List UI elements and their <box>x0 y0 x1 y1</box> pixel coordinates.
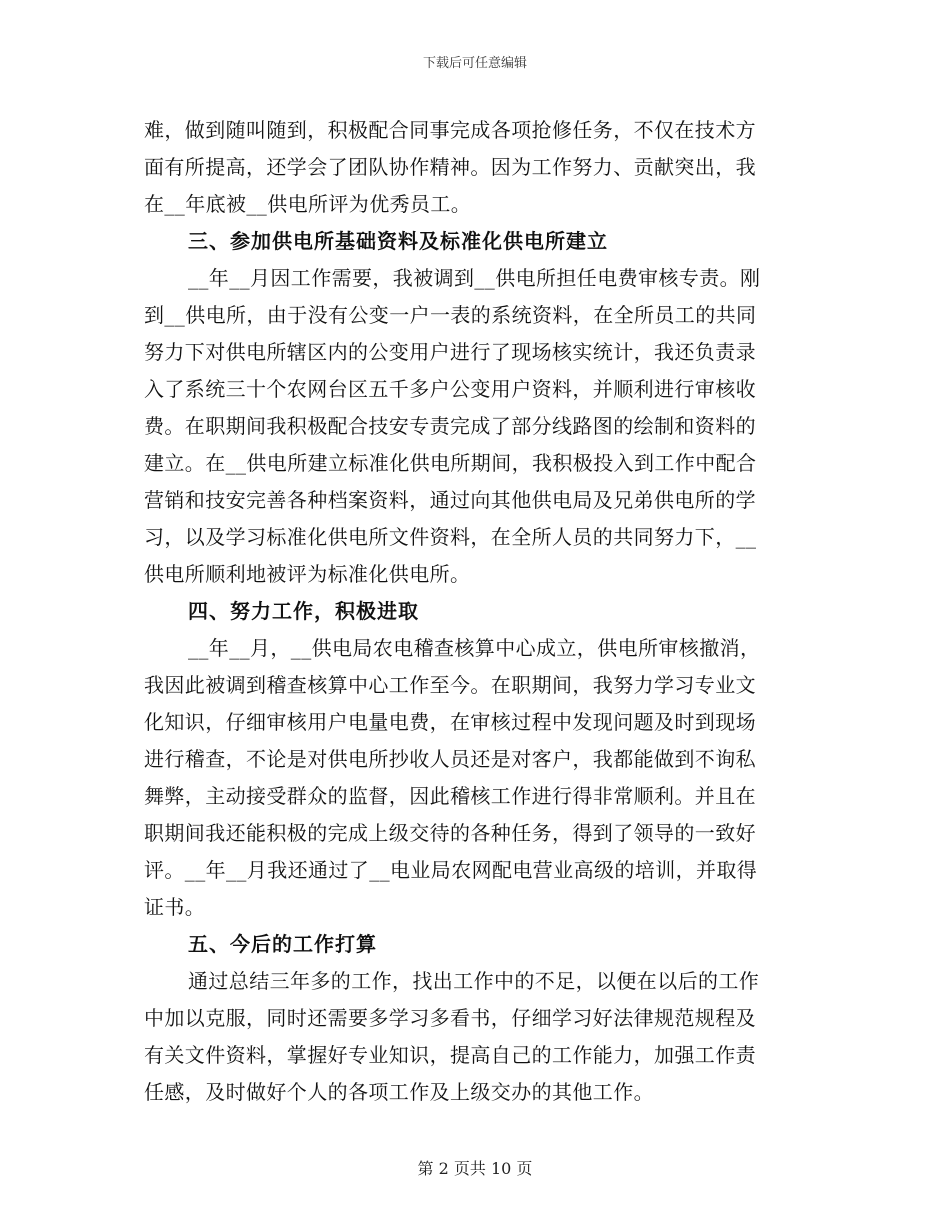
paragraph-line: 入了系统三十个农网台区五千多户公变用户资料，并顺利进行审核收 <box>144 377 756 401</box>
paragraph-line: 有关文件资料，掌握好专业知识，提高自己的工作能力，加强工作责 <box>144 1043 756 1067</box>
paragraph-line: 供电所顺利地被评为标准化供电所。 <box>144 562 471 586</box>
paragraph-line: __年__月因工作需要，我被调到__供电所担任电费审核专责。刚 <box>188 266 761 290</box>
paragraph-line: 习，以及学习标准化供电所文件资料，在全所人员的共同努力下，__ <box>144 525 757 549</box>
page-header: 下载后可任意编辑 <box>422 56 527 71</box>
paragraph-line: 费。在职期间我积极配合技安专责完成了部分线路图的绘制和资料的 <box>144 414 756 438</box>
paragraph-line: 舞弊，主动接受群众的监督，因此稽核工作进行得非常顺利。并且在 <box>144 784 756 808</box>
paragraph-line: 证书。 <box>144 895 206 919</box>
paragraph-line: 任感，及时做好个人的各项工作及上级交办的其他工作。 <box>144 1080 654 1104</box>
paragraph-line: 职期间我还能积极的完成上级交待的各种任务，得到了领导的一致好 <box>144 821 756 845</box>
section-heading: 三、参加供电所基础资料及标准化供电所建立 <box>188 229 608 253</box>
paragraph-line: 进行稽查，不论是对供电所抄收人员还是对客户，我都能做到不询私 <box>144 747 756 771</box>
page-footer: 第 2 页共 10 页 <box>417 1159 533 1178</box>
paragraph-line: __年__月，__供电局农电稽查核算中心成立，供电所审核撤消， <box>188 636 761 660</box>
paragraph-line: 中加以克服，同时还需要多学习多看书，仔细学习好法律规范规程及 <box>144 1006 756 1030</box>
paragraph-line: 在__年底被__供电所评为优秀员工。 <box>144 192 472 216</box>
paragraph-line: 建立。在__供电所建立标准化供电所期间，我积极投入到工作中配合 <box>144 451 757 475</box>
document-body <box>144 112 806 1111</box>
paragraph-line: 难，做到随叫随到，积极配合同事完成各项抢修任务，不仅在技术方 <box>144 118 756 142</box>
section-heading: 五、今后的工作打算 <box>188 932 377 956</box>
paragraph-line: 通过总结三年多的工作，找出工作中的不足，以便在以后的工作 <box>188 969 760 993</box>
paragraph-line: 评。__年__月我还通过了__电业局农网配电营业高级的培训，并取得 <box>144 858 758 882</box>
paragraph-line: 面有所提高，还学会了团队协作精神。因为工作努力、贡献突出，我 <box>144 155 756 179</box>
paragraph-line: 营销和技安完善各种档案资料，通过向其他供电局及兄弟供电所的学 <box>144 488 756 512</box>
paragraph-line: 努力下对供电所辖区内的公变用户进行了现场核实统计，我还负责录 <box>144 340 756 364</box>
section-heading: 四、努力工作，积极进取 <box>188 599 419 623</box>
paragraph-line: 到__供电所，由于没有公变一户一表的系统资料，在全所员工的共同 <box>144 303 757 327</box>
paragraph-line: 化知识，仔细审核用户电量电费，在审核过程中发现问题及时到现场 <box>144 710 756 734</box>
paragraph-line: 我因此被调到稽查核算中心工作至今。在职期间，我努力学习专业文 <box>144 673 756 697</box>
